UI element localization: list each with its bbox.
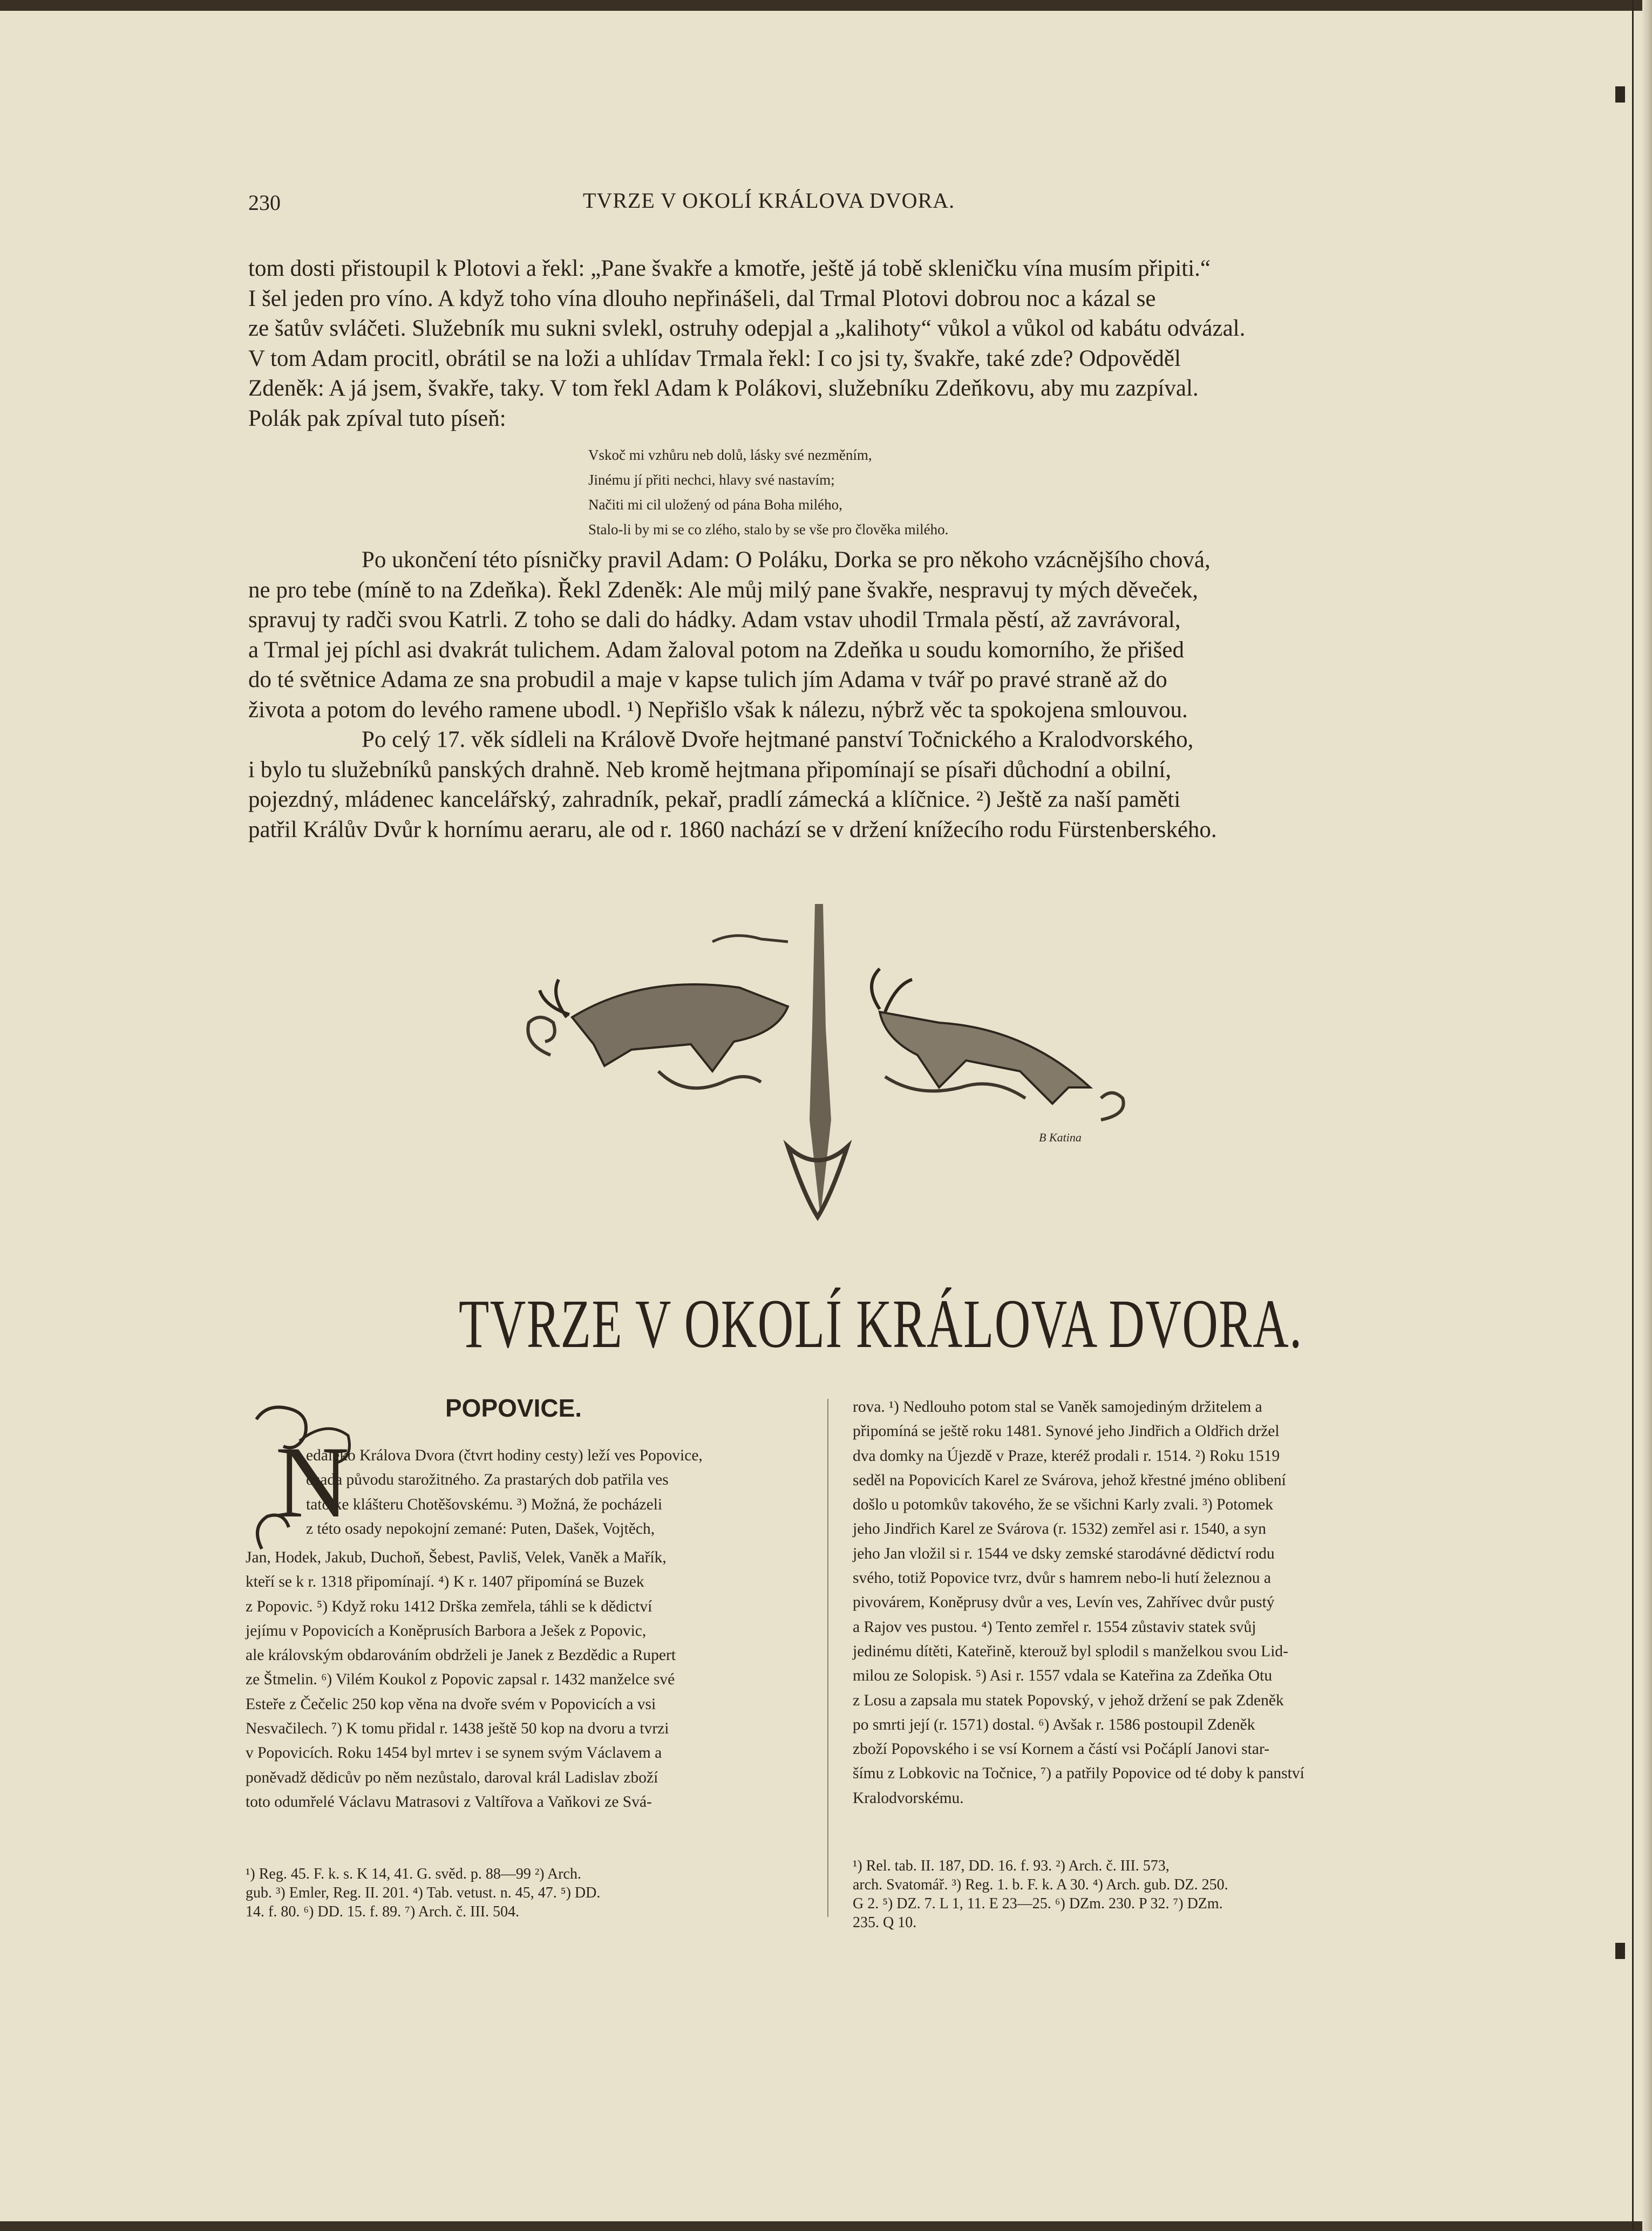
verse-line: Stalo-li by mi se co zlého, stalo by se vše pro člověka milého.	[588, 521, 949, 538]
text-line: Zdeněk: A já jsem, švakře, taky. V tom řekl Adam k Polákovi, služebníku Zdeňkovu, aby mu zazpíval.	[248, 376, 1199, 401]
verse-line: Jinému jí přiti nechci, hlavy své nastavím;	[588, 472, 835, 488]
right-scroll	[885, 1077, 1025, 1098]
text-line: jejímu v Popovicích a Koněprusích Barbora a Ješek z Popovic,	[246, 1622, 647, 1640]
page-number: 230	[248, 191, 281, 215]
running-header: TVRZE V OKOLÍ KRÁLOVA DVORA.	[583, 188, 955, 213]
text-line: rova. ¹) Nedlouho potom stal se Vaněk samojediným držitelem a	[853, 1398, 1262, 1416]
text-line: a Rajov ves pustou. ⁴) Tento zemřel r. 1554 zůstaviv statek svůj	[853, 1618, 1256, 1636]
edge-mark	[1615, 1943, 1625, 1959]
text-line: z Popovic. ⁵) Když roku 1412 Drška zemřela, táhli se k dědictví	[246, 1597, 652, 1615]
text-line: patřil Králův Dvůr k hornímu aeraru, ale od r. 1860 nachází se v držení knížecího rodu Fürstenberského.	[248, 817, 1217, 842]
text-line: do té světnice Adama ze sna probudil a maje v kapse tulich jím Adama v tvář po pravé straně až do	[248, 667, 1167, 692]
text-line: jeho Jan vložil si r. 1544 ve dsky zemské starodávné dědictví rodu	[853, 1545, 1275, 1562]
text-line: v Popovicích. Roku 1454 byl mrtev i se synem svým Václavem a	[246, 1744, 662, 1762]
text-line: ale královským obdarováním obdrželi je Janek z Bezdědic a Rupert	[246, 1647, 676, 1664]
text-line: edaleko Králova Dvora (čtvrt hodiny cesty) leží ves Popovice,	[306, 1447, 703, 1464]
edge-mark	[1615, 86, 1625, 103]
text-line: a Trmal jej píchl asi dvakrát tulichem. Adam žaloval potom na Zdeňka u soudu komorního, že přišed	[248, 637, 1184, 663]
right-stag-antlers	[872, 969, 912, 1012]
footnote-line: 235. Q 10.	[853, 1914, 917, 1931]
text-line: V tom Adam procitl, obrátil se na loži a uhlídav Trmala řekl: I co jsi ty, švakře, také zde? Odpověděl	[248, 345, 1181, 371]
text-line: připomíná se ještě roku 1481. Synové jeho Jindřich a Oldřich držel	[853, 1423, 1280, 1440]
right-column	[853, 1395, 1425, 1811]
text-line: dva domky na Újezdě v Praze, kteréž prodali r. 1514. ²) Roku 1519	[853, 1447, 1280, 1465]
text-line: Esteře z Čečelic 250 kop věna na dvoře svém v Popovicích a vsi	[246, 1695, 656, 1713]
left-scroll	[528, 1017, 555, 1055]
text-line: z této osady nepokojní zemané: Puten, Dašek, Vojtěch,	[306, 1520, 655, 1538]
text-line: ze šatův svláčeti. Služebník mu sukni svlekl, ostruhy odepjal a „kalihoty“ vůkol a vůkol od kabátu odvázal.	[248, 316, 1246, 341]
scan-bottom-border	[0, 2221, 1652, 2231]
section-heading: POPOVICE.	[445, 1394, 582, 1422]
left-column	[246, 1546, 805, 1814]
tree-trunk	[810, 904, 831, 1217]
footnote-line: gub. ³) Emler, Reg. II. 201. ⁴) Tab. vetust. n. 45, 47. ⁵) DD.	[246, 1885, 601, 1901]
column-divider	[827, 1399, 828, 1917]
text-line: Po celý 17. věk sídleli na Králově Dvoře hejtmané panství Točnického a Kralodvorského,	[362, 727, 1194, 752]
left-scroll-2	[658, 1071, 761, 1088]
text-line: života a potom do levého ramene ubodl. ¹) Nepřišlo však k nálezu, nýbrž věc ta spokojena smlouvou.	[248, 697, 1188, 723]
text-line: poněvadž dědicův po něm nezůstalo, daroval král Ladislav zboží	[246, 1769, 658, 1786]
text-line: ze Štmelin. ⁶) Vilém Koukol z Popovic zapsal r. 1432 manželce své	[246, 1671, 675, 1689]
footnotes-left	[246, 1865, 805, 1921]
text-line: pivovárem, Koněprusy dvůr a ves, Levín ves, Zahřívec dvůr pustý	[853, 1594, 1275, 1611]
text-line: spravuj ty radči svou Katrli. Z toho se dali do hádky. Adam vstav uhodil Trmala pěstí, až zavrávoral,	[248, 607, 1181, 632]
text-line: osada původu starožitného. Za prastarých dob patřila ves	[306, 1471, 669, 1489]
text-line: zboží Popovského i se vsí Kornem a částí vsi Počáplí Janovi star-	[853, 1740, 1270, 1758]
text-line: I šel jeden pro víno. A když toho vína dlouho nepřinášeli, dal Trmal Plotovi dobrou noc a kázal se	[248, 285, 1156, 311]
text-line: kteří se k r. 1318 připomínají. ⁴) K r. 1407 připomíná se Buzek	[246, 1573, 644, 1591]
text-line: Polák pak zpíval tuto píseň:	[248, 405, 506, 431]
verse-line: Načiti mi cil uložený od pána Boha milého,	[588, 496, 842, 513]
text-line: po smrti její (r. 1571) dostal. ⁶) Avšak r. 1586 postoupil Zdeněk	[853, 1716, 1255, 1733]
text-line: jedinému dítěti, Kateřině, kterouž byl splodil s manželkou svou Lid-	[853, 1642, 1288, 1660]
fighting-stags-vignette	[507, 893, 1150, 1239]
text-line: Kralodvorskému.	[853, 1789, 964, 1807]
text-line: z Losu a zapsala mu statek Popovský, v jehož držení se pak Zdeněk	[853, 1691, 1284, 1709]
footnote-line: ¹) Rel. tab. II. 187, DD. 16. f. 93. ²) Arch. č. III. 573,	[853, 1858, 1170, 1874]
left-stag	[572, 984, 788, 1071]
artist-signature: B Katina	[1039, 1131, 1082, 1144]
page-edge	[1642, 0, 1652, 2231]
text-line: Jan, Hodek, Jakub, Duchoň, Šebest, Pavliš, Velek, Vaněk a Mařík,	[246, 1549, 667, 1566]
text-line: tom dosti přistoupil k Plotovi a řekl: „Pane švakře a kmotře, ještě já tobě skleničku vína musím připiti.“	[248, 256, 1211, 281]
left-column-intro	[306, 1444, 805, 1541]
text-line: pojezdný, mládenec kancelářský, zahradník, pekař, pradlí zámecká a klíčnice. ²) Ještě za naší paměti	[248, 787, 1181, 812]
scan-top-border	[0, 0, 1652, 11]
text-line: Nesvačilech. ⁷) K tomu přidal r. 1438 ještě 50 kop na dvoru a tvrzi	[246, 1720, 669, 1738]
footnote-line: arch. Svatomář. ³) Reg. 1. b. F. k. A 30. ⁴) Arch. gub. DZ. 250.	[853, 1876, 1228, 1893]
text-line: i bylo tu služebníků panských drahně. Neb kromě hejtmana připomínají se písaři důchodní a obilní,	[248, 757, 1172, 783]
paragraph-continued	[248, 254, 1430, 433]
text-line: Po ukončení této písničky pravil Adam: O Poláku, Dorka se pro někoho vzácnějšího chová,	[362, 547, 1211, 573]
text-line: milou ze Solopisk. ⁵) Asi r. 1557 vdala se Kateřina za Zdeňka Otu	[853, 1667, 1273, 1685]
song-verse	[588, 443, 1128, 542]
text-line: tato ke klášteru Chotěšovskému. ³) Možná, že pocházeli	[306, 1495, 663, 1513]
text-line: toto odumřelé Václavu Matrasovi z Valtířova a Vaňkovi ze Svá-	[246, 1793, 652, 1811]
paragraph-adam-polak	[248, 545, 1430, 845]
footnote-line: G 2. ⁵) DZ. 7. L 1, 11. E 23—25. ⁶) DZm. 230. P 32. ⁷) DZm.	[853, 1895, 1223, 1912]
text-line: jeho Jindřich Karel ze Svárova (r. 1532) zemřel asi r. 1540, a syn	[853, 1520, 1266, 1538]
footnote-line: ¹) Reg. 45. F. k. s. K 14, 41. G. svěd. p. 88—99 ²) Arch.	[246, 1866, 581, 1882]
text-line: šímu z Lobkovic na Točnice, ⁷) a patřily Popovice od té doby k panství	[853, 1765, 1304, 1783]
binding-rule	[1632, 0, 1634, 2231]
branch	[712, 936, 788, 942]
footnotes-right	[853, 1856, 1425, 1932]
chapter-title: TVRZE V OKOLÍ KRÁLOVA DVORA.	[459, 1285, 1303, 1362]
text-line: svého, totiž Popovice tvrz, dvůr s hamrem nebo-li hutí železnou a	[853, 1569, 1271, 1587]
text-line: ne pro tebe (míně to na Zdeňka). Řekl Zdeněk: Ale můj milý pane švakře, nespravuj ty mých děveček,	[248, 577, 1199, 603]
text-line: seděl na Popovicích Karel ze Svárova, jehož křestné jméno oblibení	[853, 1471, 1286, 1489]
footnote-line: 14. f. 80. ⁶) DD. 15. f. 89. ⁷) Arch. č. III. 504.	[246, 1903, 520, 1920]
right-scroll-2	[1101, 1093, 1124, 1120]
verse-line: Vskoč mi vzhůru neb dolů, lásky své nezměním,	[588, 447, 872, 463]
initial-letter: N	[275, 1426, 350, 1539]
text-line: došlo u potomkův takového, že se všichni Karly zvali. ³) Potomek	[853, 1496, 1273, 1514]
left-stag-antlers	[540, 980, 569, 1017]
